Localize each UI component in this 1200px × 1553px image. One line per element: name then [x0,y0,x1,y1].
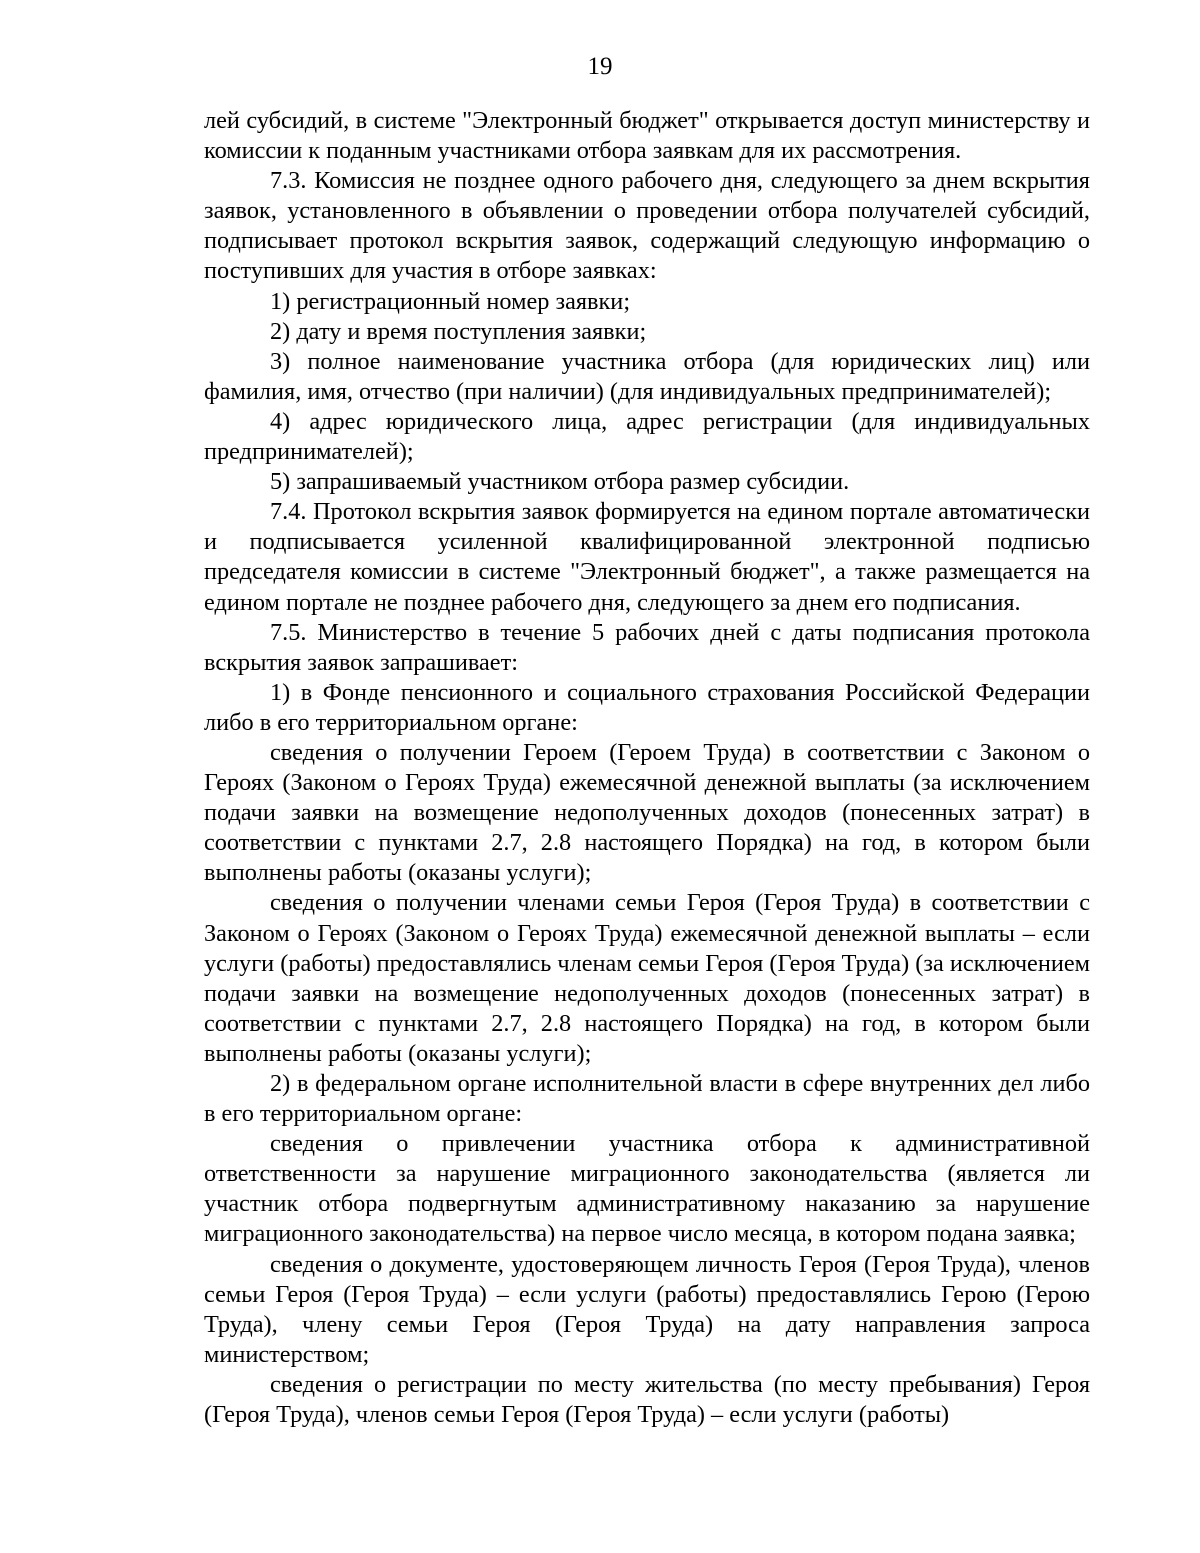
paragraph-7-3: 7.3. Комиссия не позднее одного рабочего дня, следующего за днем вскрытия заявок, установленного в объявлении о проведении отбора получателей субсидий, подписывает протокол вскрытия заявок, содержащий следующую информацию о поступивших для участия в отборе заявках: [204,167,1090,285]
list-item-5: 5) запрашиваемый участником отбора размер субсидии. [270,468,850,496]
paragraph-7-5: 7.5. Министерство в течение 5 рабочих дней с даты подписания протокола вскрытия заявок запрашивает: [204,618,1090,676]
request-item-2: 2) в федеральном органе исполнительной власти в сфере внутренних дел либо в его территориальном органе: [204,1070,1090,1128]
paragraph-continuation: лей субсидий, в системе "Электронный бюджет" открывается доступ министерству и комиссии к поданным участниками отбора заявкам для их рассмотрения. [204,107,1090,165]
request-subitem: сведения о получении членами семьи Героя (Героя Труда) в соответствии с Законом о Героях (Законом о Героях Труда) ежемесячной денежной выплаты – если услуги (работы) предоставлялись членам семьи Героя (Героя Труда) (за исключением подачи заявки на возмещение недополученных доходов (понесенных затрат) в соответствии с пунктами 2.7, 2.8 настоящего Порядка) на год, в котором были выполнены работы (оказаны услуги); [204,889,1090,1067]
paragraph-7-4: 7.4. Протокол вскрытия заявок формируется на едином портале автоматически и подписывается усиленной квалифицированной электронной подписью председателя комиссии в системе "Электронный бюджет", а также размещается на едином портале не позднее рабочего дня, следующего за днем его подписания. [204,498,1090,616]
document-body [204,106,1090,1430]
request-subitem: сведения о регистрации по месту жительства (по месту пребывания) Героя (Героя Труда), членов семьи Героя (Героя Труда) – если услуги (работы) [204,1370,1090,1429]
list-item-2: 2) дату и время поступления заявки; [270,317,647,345]
request-subitem: сведения о документе, удостоверяющем личность Героя (Героя Труда), членов семьи Героя (Героя Труда) – если услуги (работы) предоставлялись Герою (Герою Труда), члену семьи Героя (Героя Труда) на дату направления запроса министерством; [204,1250,1090,1368]
request-item-1: 1) в Фонде пенсионного и социального страхования Российской Федерации либо в его территориальном органе: [204,678,1090,736]
list-item-4: 4) адрес юридического лица, адрес регистрации (для индивидуальных предпринимателей); [204,407,1090,466]
list-item-3: 3) полное наименование участника отбора (для юридических лиц) или фамилия, имя, отчество (при наличии) (для индивидуальных предпринимателей); [204,347,1090,405]
page-number: 19 [587,53,613,80]
request-subitem: сведения о получении Героем (Героем Труда) в соответствии с Законом о Героях (Законом о Героях Труда) ежемесячной денежной выплаты (за исключением подачи заявки на возмещение недополученных доходов (понесенных затрат) в соответствии с пунктами 2.7, 2.8 настоящего Порядка) на год, в котором были выполнены работы (оказаны услуги); [204,738,1090,887]
list-item-1: 1) регистрационный номер заявки; [270,287,631,315]
request-subitem: сведения о привлечении участника отбора к административной ответственности за нарушение миграционного законодательства (является ли участник отбора подвергнутым административному наказанию за нарушение миграционного законодательства) на первое число месяца, в котором подана заявка; [204,1130,1090,1248]
